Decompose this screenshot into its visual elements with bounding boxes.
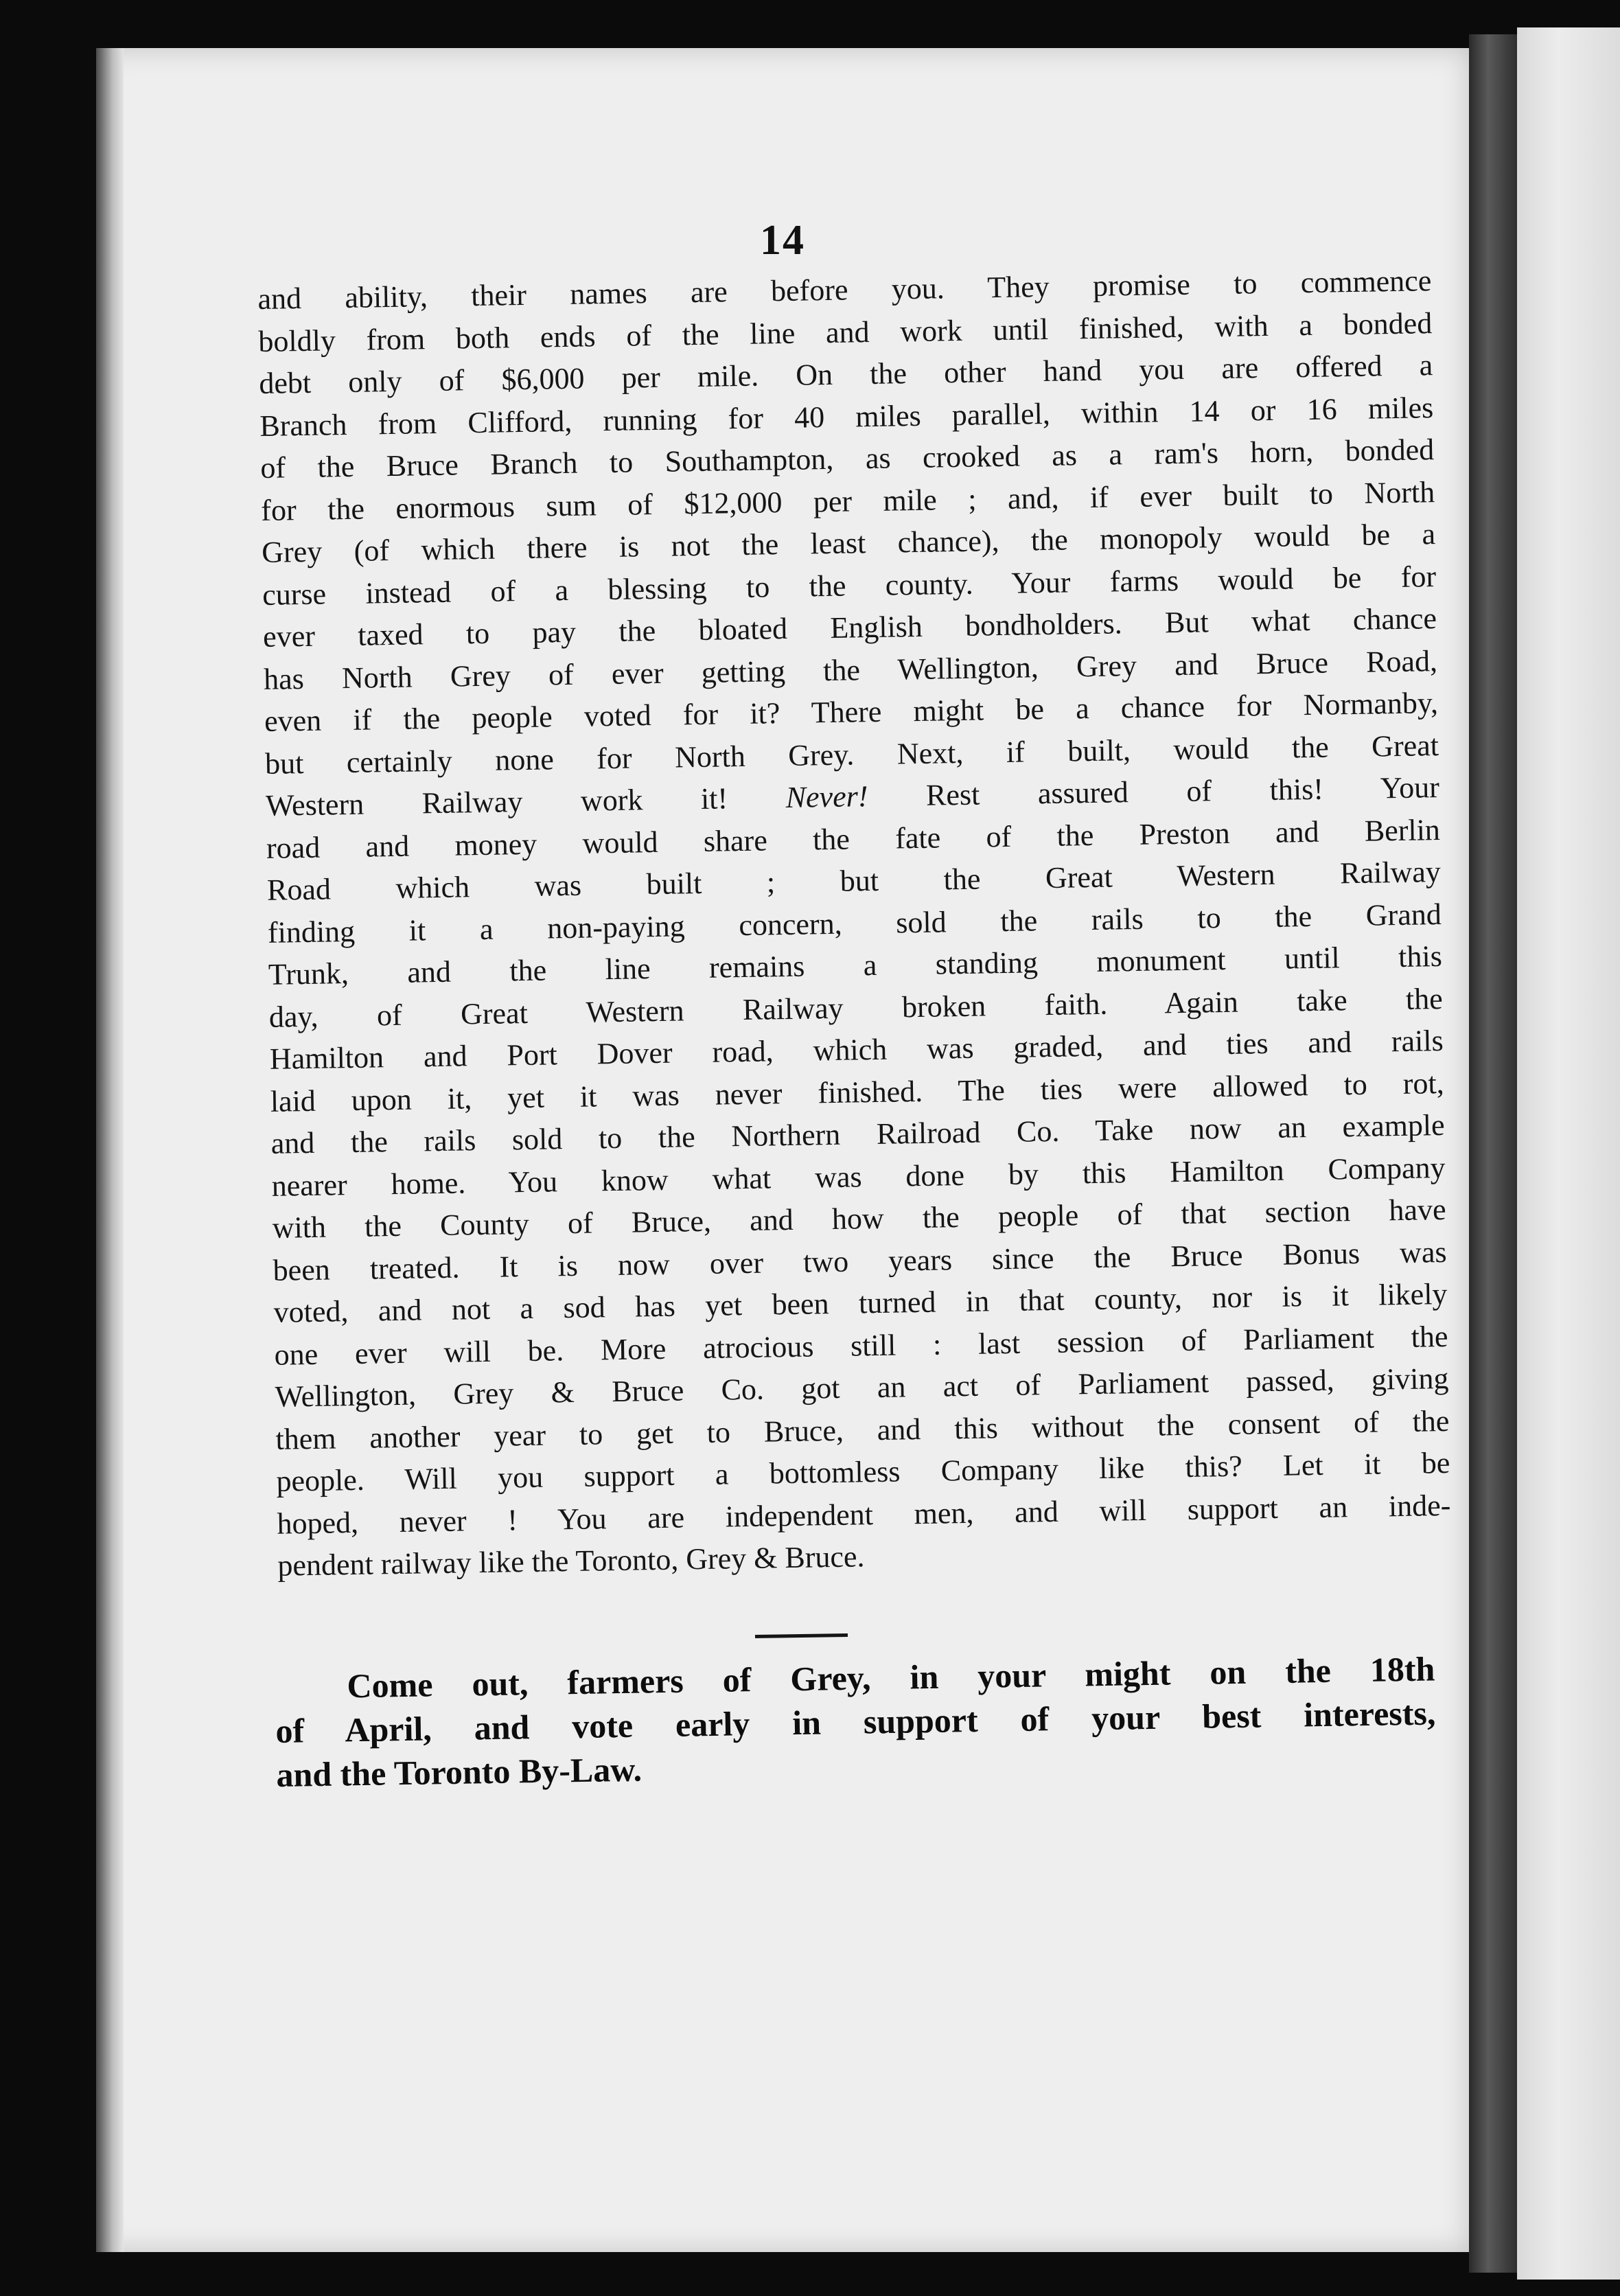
facing-page-edge [1517,27,1620,2280]
text-line: one ever will be. More atrocious still : last session of Parliament the [274,1319,1448,1372]
text-line: and the rails sold to the Northern Railroad Co. Take now an example [270,1107,1445,1160]
text-line: boldly from both ends of the line and work until finished, with a bonded [258,306,1433,358]
text-line: road and money would share the fate of the Preston and Berlin [266,812,1441,865]
text-line: even if the people voted for it? There might be a chance for Normanby, [264,686,1439,738]
text-line: with the County of Bruce, and how the people of that section have [272,1192,1446,1245]
closing-line: and the Toronto By-Law. [276,1749,643,1794]
text-line: Wellington, Grey & Bruce Co. got an act of Parliament passed, giving [275,1361,1449,1414]
body-text [257,260,1452,1587]
text-line: curse instead of a blessing to the county. Your farms would be for [262,559,1437,612]
text-line: Trunk, and the line remains a standing monument until this [268,939,1443,991]
text-line: people. Will you support a bottomless Company like this? Let it be [276,1445,1450,1498]
text-line: nearer home. You know what was done by this Hamilton Company [271,1150,1446,1203]
text-line: of the Bruce Branch to Southampton, as crooked as a ram's horn, bonded [259,433,1435,485]
text-line: Road which was built ; but the Great Western Railway [266,855,1442,907]
page-left-edge [96,48,124,2252]
closing-appeal [275,1646,1437,1797]
text-line: Grey (of which there is not the least chance), the monopoly would be a [261,517,1436,569]
text-line: Branch from Clifford, running for 40 miles parallel, within 14 or 16 miles [259,390,1434,443]
text-line: voted, and not a sod has yet been turned in that county, nor is it likely [273,1276,1448,1329]
text-line: Western Railway work it! Never! Rest assured of this! Your [265,770,1440,823]
text-line: pendent railway like the Toronto, Grey & Bruce. [277,1539,865,1583]
closing-line: of April, and vote early in support of your best interests, [275,1693,1436,1750]
text-line: ever taxed to pay the bloated English bondholders. But what chance [262,601,1437,654]
text-line: day, of Great Western Railway broken faith. Again take the [268,981,1444,1034]
book-spine [1469,34,1517,2273]
text-line: finding it a non-paying concern, sold the rails to the Grand [267,897,1442,950]
text-line: been treated. It is now over two years since the Bruce Bonus was [273,1235,1447,1287]
text-line: hoped, never ! You are independent men, and will support an inde- [277,1488,1451,1541]
text-line: Hamilton and Port Dover road, which was graded, and ties and rails [269,1024,1444,1076]
text-line: for the enormous sum of $12,000 per mile ; and, if ever built to North [260,474,1435,527]
text-line: and ability, their names are before you. They promise to commence [257,264,1432,316]
text-line: debt only of $6,000 per mile. On the other hand you are offered a [259,348,1433,400]
text-line: has North Grey of ever getting the Wellington, Grey and Bruce Road, [263,643,1438,696]
text-line: but certainly none for North Grey. Next, if built, would the Great [264,728,1439,781]
text-line: laid upon it, yet it was never finished. The ties were allowed to rot, [270,1066,1445,1118]
text-line: them another year to get to Bruce, and this without the consent of the [275,1403,1450,1456]
closing-line: Come out, farmers of Grey, in your might on the 18th [347,1649,1435,1706]
page-number: 14 [760,217,805,264]
